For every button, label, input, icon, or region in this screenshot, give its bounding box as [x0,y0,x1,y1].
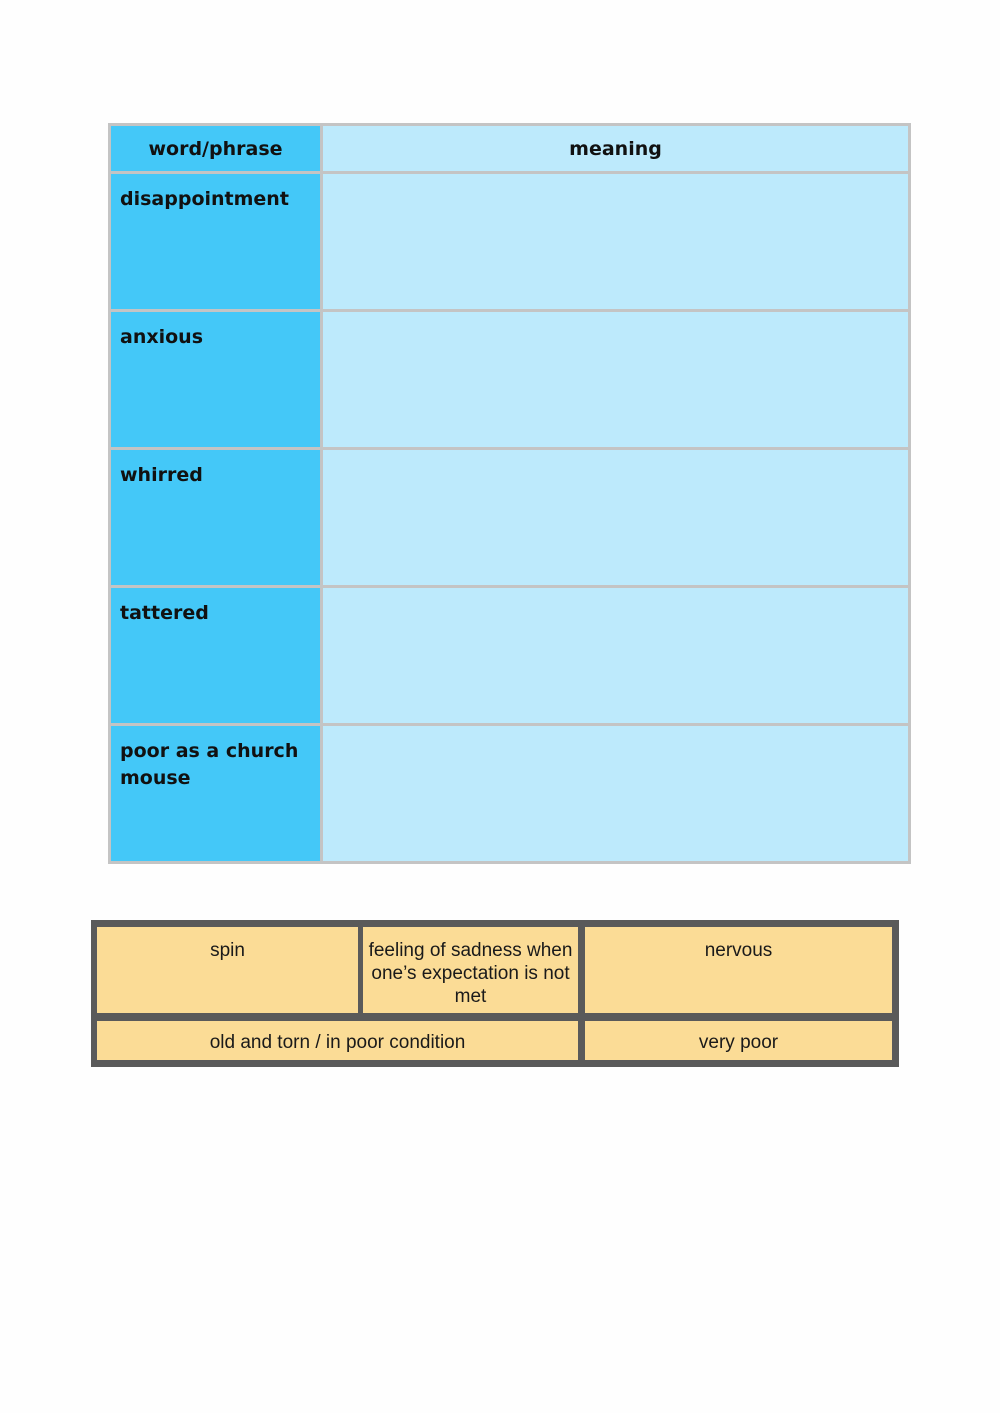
header-word-phrase: word/phrase [110,125,322,173]
word-cell: disappointment [110,173,322,311]
answer-option-nervous[interactable]: nervous [585,927,892,1013]
meaning-drop-cell[interactable] [322,725,910,863]
word-cell: tattered [110,587,322,725]
word-cell: anxious [110,311,322,449]
table-row [110,311,910,449]
header-meaning: meaning [322,125,910,173]
table-row [110,587,910,725]
vocabulary-table [108,123,911,864]
answer-option-sadness[interactable]: feeling of sadness when one’s expectation is not met [363,927,578,1013]
answer-bank [91,920,899,1067]
meaning-drop-cell[interactable] [322,449,910,587]
meaning-drop-cell[interactable] [322,311,910,449]
table-row [110,173,910,311]
table-row [110,449,910,587]
word-cell: whirred [110,449,322,587]
table-header-row [110,125,910,173]
answer-option-spin[interactable]: spin [97,927,358,1013]
meaning-drop-cell[interactable] [322,587,910,725]
table-row [110,725,910,863]
answer-option-very-poor[interactable]: very poor [585,1021,892,1060]
meaning-drop-cell[interactable] [322,173,910,311]
word-cell: poor as a church mouse [110,725,322,863]
answer-option-old-and-torn[interactable]: old and torn / in poor condition [97,1021,578,1060]
